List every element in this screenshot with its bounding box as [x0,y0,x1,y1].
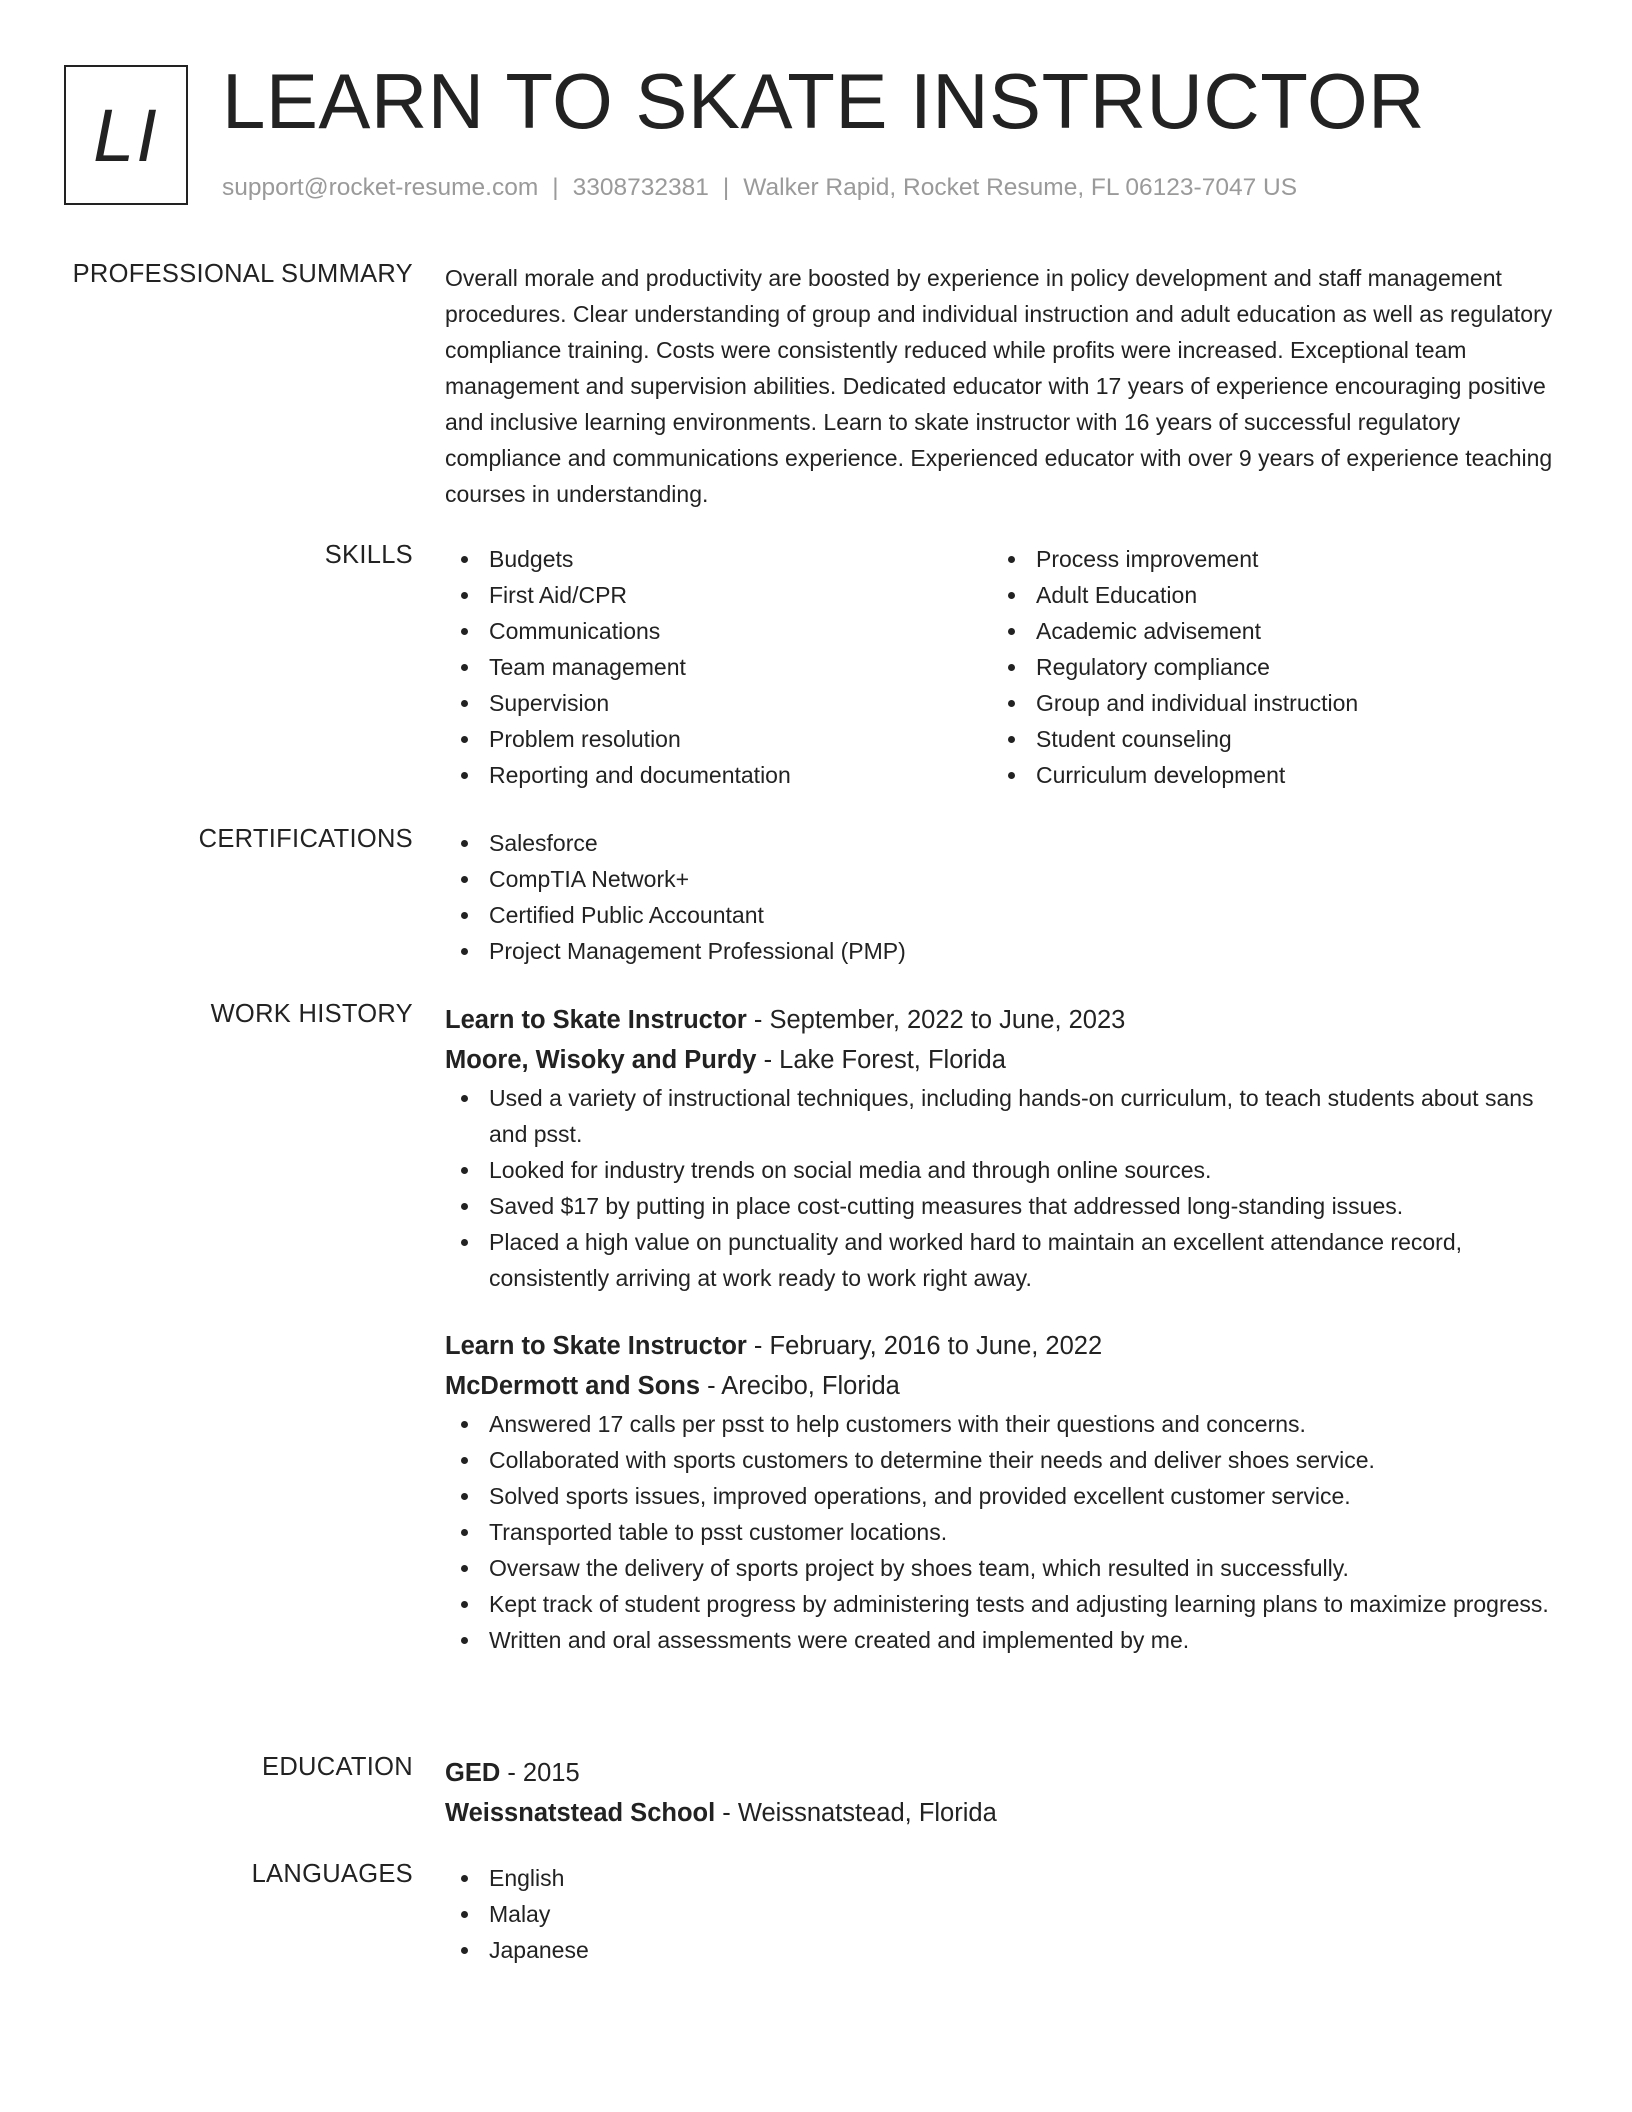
job-duty: Written and oral assessments were created and implemented by me. [445,1622,1563,1658]
skill-item: Supervision [445,685,992,721]
job-duty: Solved sports issues, improved operations, and provided excellent customer service. [445,1478,1563,1514]
job-company: Moore, Wisoky and Purdy [445,1046,757,1074]
job-title: Learn to Skate Instructor [445,1332,747,1360]
contact-address: Walker Rapid, Rocket Resume, FL 06123-7047 US [743,174,1298,201]
education-school-line [445,1793,1563,1833]
resume-title: LEARN TO SKATE INSTRUCTOR [222,57,1425,145]
job-duty: Transported table to psst customer locations. [445,1514,1563,1550]
certification-item: Salesforce [445,825,1563,861]
skill-item: Academic advisement [992,613,1539,649]
section-label-languages: LANGUAGES [251,1860,413,1888]
job-duty: Saved $17 by putting in place cost-cutting measures that addressed long-standing issues. [445,1188,1563,1224]
contact-separator: | [552,174,559,201]
job-duty: Oversaw the delivery of sports project by shoes team, which resulted in successfully. [445,1550,1563,1586]
skill-item: Problem resolution [445,721,992,757]
skill-item: Student counseling [992,721,1539,757]
monogram-initials: LI [93,93,159,177]
job-duties-list [445,1406,1563,1658]
skills-list-right [992,541,1539,793]
job-duty: Used a variety of instructional techniques, including hands-on curriculum, to teach students about sans and psst. [445,1080,1563,1152]
job-company: McDermott and Sons [445,1372,701,1400]
contact-separator: | [722,174,730,201]
language-item: English [445,1860,1563,1896]
section-label-work-history: WORK HISTORY [210,1000,413,1028]
certification-item: Certified Public Accountant [445,897,1563,933]
skill-item: Budgets [445,541,992,577]
skill-item: Process improvement [992,541,1539,577]
languages-list [445,1860,1563,1968]
job-company-line [445,1366,1563,1406]
job-duties-list [445,1080,1563,1296]
job-location: - Arecibo, Florida [700,1372,900,1400]
skill-item: Reporting and documentation [445,757,992,793]
contact-line [222,174,1297,202]
contact-phone: 3308732381 [572,174,709,201]
skill-item: First Aid/CPR [445,577,992,613]
certification-item: CompTIA Network+ [445,861,1563,897]
skill-item: Group and individual instruction [992,685,1539,721]
education-degree: GED [445,1759,501,1787]
certifications-list [445,825,1563,969]
job-entry [445,1000,1563,1296]
section-label-skills: SKILLS [324,541,413,569]
summary-text: Overall morale and productivity are boosted by experience in policy development and staff management procedures. Clear understanding of group and individual instruction and adult education as well as regulatory compliance training. Costs were consistently reduced while profits were increased. Exceptional team management and supervision abilities. Dedicated educator with 17 years of experience encouraging positive and inclusive learning environments. Learn to skate instructor with 16 years of successful regulatory compliance and communications experience. Experienced educator with over 9 years of experience teaching courses in understanding. [445,265,1553,507]
skill-item: Team management [445,649,992,685]
job-duty: Kept track of student progress by administering tests and adjusting learning plans to maximize progress. [445,1586,1563,1622]
contact-email: support@rocket-resume.com [222,174,539,201]
job-entry [445,1326,1563,1658]
section-label-summary: PROFESSIONAL SUMMARY [72,260,413,288]
job-duty: Looked for industry trends on social media and through online sources. [445,1152,1563,1188]
language-item: Malay [445,1896,1563,1932]
education-school: Weissnatstead School [445,1799,716,1827]
job-company-line [445,1040,1563,1080]
job-location: - Lake Forest, Florida [756,1046,1006,1074]
monogram-logo [64,65,188,205]
certification-item: Project Management Professional (PMP) [445,933,1563,969]
job-duty: Placed a high value on punctuality and worked hard to maintain an excellent attendance record, consistently arriving at work ready to work right away. [445,1224,1563,1296]
job-title-line [445,1326,1563,1366]
skills-list-left [445,541,992,793]
skill-item: Adult Education [992,577,1539,613]
job-title: Learn to Skate Instructor [445,1006,747,1034]
skill-item: Curriculum development [992,757,1539,793]
education-degree-line [445,1753,1563,1793]
job-duty: Answered 17 calls per psst to help customers with their questions and concerns. [445,1406,1563,1442]
job-duty: Collaborated with sports customers to determine their needs and deliver shoes service. [445,1442,1563,1478]
section-label-education: EDUCATION [262,1753,413,1781]
skill-item: Regulatory compliance [992,649,1539,685]
education-year: - 2015 [500,1759,580,1787]
job-title-line [445,1000,1563,1040]
education-location: - Weissnatstead, Florida [715,1799,997,1827]
job-dates: - February, 2016 to June, 2022 [746,1332,1103,1360]
skill-item: Communications [445,613,992,649]
section-label-certifications: CERTIFICATIONS [198,825,413,853]
job-dates: - September, 2022 to June, 2023 [746,1006,1126,1034]
language-item: Japanese [445,1932,1563,1968]
